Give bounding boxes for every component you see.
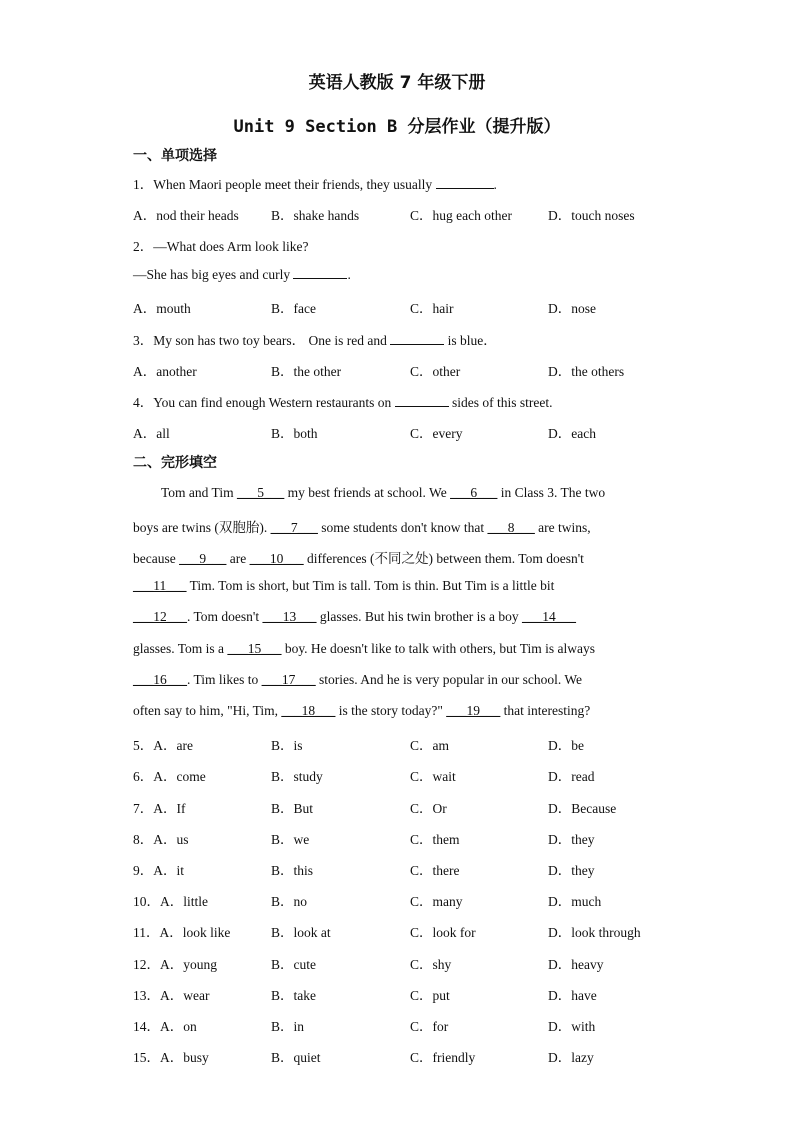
question-stem-line2: —She has big eyes and curly . xyxy=(133,267,351,282)
cloze-blank: ___10___ xyxy=(249,551,304,566)
passage-line: Tom and Tim ___5___ my best friends at school. We ___6___ in Class 3. The two xyxy=(161,485,606,500)
cloze-blank: ___13___ xyxy=(262,609,317,624)
option-b: B．both xyxy=(271,426,318,441)
cloze-blank: ___11___ xyxy=(133,578,187,593)
option-a: A．all xyxy=(133,426,170,441)
cloze-option-row xyxy=(133,953,693,973)
cloze-option-row xyxy=(133,859,693,879)
cloze-option-row xyxy=(133,797,693,817)
option-a: 6．A．come xyxy=(133,769,206,784)
option-b: B．take xyxy=(271,988,316,1003)
passage-line: boys are twins (双胞胎). ___7___ some students don't know that ___8___ are twins, xyxy=(133,520,591,535)
option-c: C．wait xyxy=(410,769,456,784)
option-d: D．they xyxy=(548,863,595,878)
option-d: D．touch noses xyxy=(548,208,635,223)
option-d: D．the others xyxy=(548,364,625,379)
option-d: D．Because xyxy=(548,801,617,816)
option-c: C．other xyxy=(410,364,461,379)
option-a: 5．A．are xyxy=(133,738,193,753)
option-d: D．with xyxy=(548,1019,596,1034)
option-a: A．nod their heads xyxy=(133,208,239,223)
option-d: D．look through xyxy=(548,925,641,940)
answer-blank xyxy=(390,332,444,345)
option-b: B．shake hands xyxy=(271,208,360,223)
option-d: D．lazy xyxy=(548,1050,594,1065)
option-d: D．have xyxy=(548,988,597,1003)
page-subtitle: Unit 9 Section B 分层作业（提升版） xyxy=(233,117,561,137)
option-a: 9．A．it xyxy=(133,863,185,878)
passage-line: ___16___. Tim likes to ___17___ stories. And he is very popular in our school. We xyxy=(133,672,583,687)
option-d: D．they xyxy=(548,832,595,847)
option-b: B．But xyxy=(271,801,314,816)
option-a: 7．A．If xyxy=(133,801,186,816)
passage-line: ___12___. Tom doesn't ___13___ glasses. But his twin brother is a boy ___14___ xyxy=(133,609,576,624)
option-b: B．look at xyxy=(271,925,331,940)
cloze-blank: ___17___ xyxy=(261,672,316,687)
option-d: D．each xyxy=(548,426,596,441)
cloze-blank: ___14___ xyxy=(522,609,576,624)
option-d: D．heavy xyxy=(548,957,604,972)
option-row xyxy=(133,297,693,317)
option-a: A．mouth xyxy=(133,301,191,316)
passage-line: ___11___ Tim. Tom is short, but Tim is tall. Tom is thin. But Tim is a little bit xyxy=(133,578,555,593)
cloze-blank: ___12___ xyxy=(133,609,187,624)
option-c: C．friendly xyxy=(410,1050,476,1065)
option-c: C．many xyxy=(410,894,463,909)
option-d: D．much xyxy=(548,894,602,909)
option-a: 13．A．wear xyxy=(133,988,210,1003)
option-d: D．read xyxy=(548,769,595,784)
cloze-option-row xyxy=(133,1015,693,1035)
option-b: B．face xyxy=(271,301,316,316)
option-d: D．be xyxy=(548,738,584,753)
option-a: 14．A．on xyxy=(133,1019,197,1034)
option-a: 10．A．little xyxy=(133,894,208,909)
question-stem: 1．When Maori people meet their friends, they usually . xyxy=(133,177,497,192)
option-c: C．shy xyxy=(410,957,452,972)
passage-line: because ___9___ are ___10___ differences (不同之处) between them. Tom doesn't xyxy=(133,551,584,566)
cloze-blank: ___7___ xyxy=(270,520,318,535)
cloze-option-row xyxy=(133,984,693,1004)
option-b: B．study xyxy=(271,769,323,784)
option-c: C．put xyxy=(410,988,450,1003)
option-b: B．cute xyxy=(271,957,316,972)
cloze-blank: ___16___ xyxy=(133,672,187,687)
option-c: C．them xyxy=(410,832,460,847)
cloze-option-row xyxy=(133,921,693,941)
option-b: B．we xyxy=(271,832,310,847)
option-c: C．there xyxy=(410,863,460,878)
option-b: B．the other xyxy=(271,364,342,379)
cloze-blank: ___15___ xyxy=(227,641,282,656)
answer-blank xyxy=(293,266,347,279)
cloze-blank: ___19___ xyxy=(446,703,501,718)
option-b: B．quiet xyxy=(271,1050,321,1065)
cloze-blank: ___18___ xyxy=(281,703,336,718)
option-b: B．no xyxy=(271,894,308,909)
cloze-blank: ___8___ xyxy=(487,520,535,535)
cloze-option-row xyxy=(133,890,693,910)
option-a: 15．A．busy xyxy=(133,1050,209,1065)
cloze-option-row xyxy=(133,828,693,848)
option-c: C．hug each other xyxy=(410,208,512,223)
option-c: C．hair xyxy=(410,301,454,316)
cloze-option-row xyxy=(133,1046,693,1066)
option-b: B．this xyxy=(271,863,314,878)
cloze-blank: ___9___ xyxy=(179,551,227,566)
option-c: C．for xyxy=(410,1019,449,1034)
answer-blank xyxy=(436,176,494,189)
question-stem: 3．My son has two toy bears． One is red and is blue． xyxy=(133,333,497,348)
option-c: C．am xyxy=(410,738,449,753)
option-row xyxy=(133,204,693,224)
question-stem: 2．—What does Arm look like? xyxy=(133,239,309,254)
option-b: B．in xyxy=(271,1019,305,1034)
option-a: 8．A．us xyxy=(133,832,189,847)
passage-line: often say to him, "Hi, Tim, ___18___ is the story today?" ___19___ that interesting? xyxy=(133,703,591,718)
option-c: C．every xyxy=(410,426,463,441)
option-d: D．nose xyxy=(548,301,596,316)
cloze-option-row xyxy=(133,765,693,785)
option-row xyxy=(133,422,693,442)
option-c: C．look for xyxy=(410,925,476,940)
section-heading-cloze: 二、完形填空 xyxy=(133,455,217,471)
question-stem: 4．You can find enough Western restaurants on sides of this street. xyxy=(133,395,553,410)
option-a: 11．A．look like xyxy=(133,925,231,940)
cloze-blank: ___5___ xyxy=(236,485,285,500)
option-c: C．Or xyxy=(410,801,447,816)
cloze-blank: ___6___ xyxy=(450,485,498,500)
passage-line: glasses. Tom is a ___15___ boy. He doesn't like to talk with others, but Tim is always xyxy=(133,641,595,656)
option-b: B．is xyxy=(271,738,303,753)
option-a: A．another xyxy=(133,364,197,379)
answer-blank xyxy=(395,394,449,407)
page-title: 英语人教版 7 年级下册 xyxy=(308,73,486,93)
section-heading-single-choice: 一、单项选择 xyxy=(133,148,217,164)
cloze-option-row xyxy=(133,734,693,754)
option-row xyxy=(133,360,693,380)
option-a: 12．A．young xyxy=(133,957,217,972)
